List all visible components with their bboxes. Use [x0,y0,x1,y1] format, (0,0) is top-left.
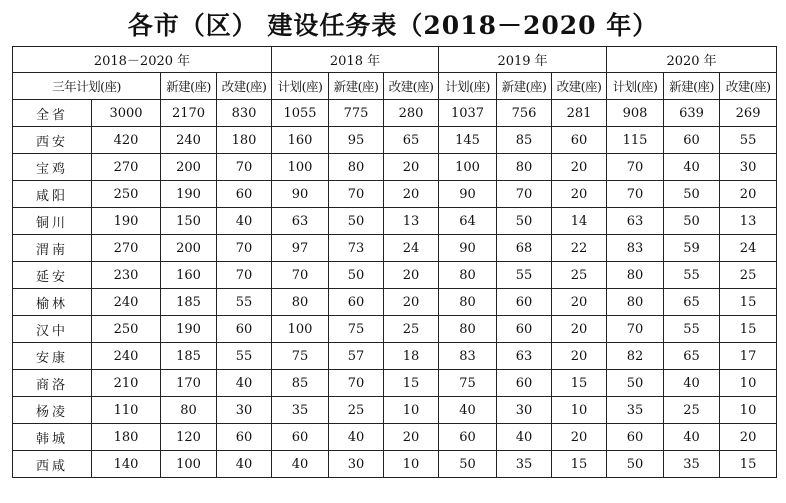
value-cell: 63 [272,208,329,235]
value-cell: 55 [217,343,272,370]
value-cell: 2170 [161,100,217,127]
table-row [13,235,777,262]
value-cell: 150 [161,208,217,235]
value-cell: 190 [92,208,161,235]
value-cell: 20 [552,316,607,343]
value-cell: 25 [664,397,720,424]
value-cell: 70 [607,316,664,343]
value-cell: 83 [607,235,664,262]
value-cell: 80 [161,397,217,424]
value-cell: 24 [384,235,439,262]
value-cell: 60 [329,289,384,316]
region-name-cell: 汉中 [13,316,92,343]
value-cell: 85 [497,127,552,154]
region-name-cell: 全省 [13,100,92,127]
value-cell: 55 [497,262,552,289]
value-cell: 80 [497,154,552,181]
table-row [13,154,777,181]
value-cell: 50 [664,181,720,208]
value-cell: 80 [607,262,664,289]
value-cell: 15 [720,451,777,478]
value-cell: 1055 [272,100,329,127]
value-cell: 3000 [92,100,161,127]
value-cell: 250 [92,316,161,343]
region-name-cell: 安康 [13,343,92,370]
region-name-cell: 延安 [13,262,92,289]
table-row [13,370,777,397]
value-cell: 97 [272,235,329,262]
value-cell: 20 [384,154,439,181]
value-cell: 13 [384,208,439,235]
table-row [13,397,777,424]
value-cell: 10 [552,397,607,424]
value-cell: 15 [720,289,777,316]
group-header-2019: 2019 年 [439,47,607,73]
value-cell: 20 [384,181,439,208]
value-cell: 20 [552,289,607,316]
value-cell: 40 [497,424,552,451]
value-cell: 20 [552,181,607,208]
value-cell: 190 [161,316,217,343]
value-cell: 60 [664,127,720,154]
value-cell: 40 [272,451,329,478]
value-cell: 80 [439,289,497,316]
value-cell: 64 [439,208,497,235]
value-cell: 50 [664,208,720,235]
value-cell: 185 [161,343,217,370]
value-cell: 240 [92,289,161,316]
value-cell: 70 [607,181,664,208]
region-name-cell: 宝鸡 [13,154,92,181]
value-cell: 100 [272,154,329,181]
col-header-rebuild: 改建(座) [552,73,607,100]
table-row [13,424,777,451]
value-cell: 20 [720,181,777,208]
value-cell: 115 [607,127,664,154]
value-cell: 180 [217,127,272,154]
region-name-cell: 榆林 [13,289,92,316]
table-row [13,289,777,316]
value-cell: 280 [384,100,439,127]
value-cell: 20 [720,424,777,451]
table-row [13,262,777,289]
region-name-cell: 西安 [13,127,92,154]
value-cell: 75 [439,370,497,397]
value-cell: 55 [720,127,777,154]
value-cell: 160 [272,127,329,154]
value-cell: 55 [217,289,272,316]
value-cell: 10 [384,397,439,424]
value-cell: 14 [552,208,607,235]
value-cell: 83 [439,343,497,370]
col-header-new: 新建(座) [497,73,552,100]
value-cell: 639 [664,100,720,127]
value-cell: 50 [607,370,664,397]
value-cell: 15 [552,370,607,397]
col-header-rebuild: 改建(座) [384,73,439,100]
value-cell: 35 [607,397,664,424]
value-cell: 80 [329,154,384,181]
value-cell: 20 [552,424,607,451]
value-cell: 30 [720,154,777,181]
region-name-cell: 杨凌 [13,397,92,424]
value-cell: 110 [92,397,161,424]
value-cell: 100 [161,451,217,478]
value-cell: 90 [272,181,329,208]
value-cell: 160 [161,262,217,289]
value-cell: 60 [217,424,272,451]
value-cell: 70 [217,235,272,262]
group-header-2018: 2018 年 [272,47,439,73]
col-header-plan: 计划(座) [439,73,497,100]
value-cell: 57 [329,343,384,370]
value-cell: 775 [329,100,384,127]
value-cell: 281 [552,100,607,127]
region-name-cell: 韩城 [13,424,92,451]
value-cell: 55 [664,262,720,289]
value-cell: 59 [664,235,720,262]
value-cell: 60 [217,181,272,208]
value-cell: 75 [272,343,329,370]
value-cell: 65 [384,127,439,154]
value-cell: 95 [329,127,384,154]
value-cell: 55 [664,316,720,343]
value-cell: 50 [439,451,497,478]
col-header-new: 新建(座) [161,73,217,100]
value-cell: 1037 [439,100,497,127]
value-cell: 20 [384,262,439,289]
value-cell: 70 [217,262,272,289]
col-header-new: 新建(座) [664,73,720,100]
value-cell: 13 [720,208,777,235]
value-cell: 80 [439,316,497,343]
value-cell: 30 [329,451,384,478]
value-cell: 82 [607,343,664,370]
value-cell: 170 [161,370,217,397]
value-cell: 70 [272,262,329,289]
value-cell: 185 [161,289,217,316]
table-row [13,343,777,370]
table-row [13,208,777,235]
value-cell: 120 [161,424,217,451]
table-row [13,127,777,154]
value-cell: 60 [497,316,552,343]
value-cell: 210 [92,370,161,397]
value-cell: 60 [272,424,329,451]
region-name-cell: 铜川 [13,208,92,235]
value-cell: 908 [607,100,664,127]
value-cell: 270 [92,235,161,262]
region-name-cell: 西咸 [13,451,92,478]
value-cell: 35 [497,451,552,478]
value-cell: 30 [217,397,272,424]
region-name-cell: 商洛 [13,370,92,397]
value-cell: 830 [217,100,272,127]
value-cell: 60 [439,424,497,451]
value-cell: 100 [439,154,497,181]
value-cell: 15 [552,451,607,478]
value-cell: 40 [329,424,384,451]
group-header-2020: 2020 年 [607,47,777,73]
value-cell: 70 [497,181,552,208]
value-cell: 80 [439,262,497,289]
value-cell: 20 [552,343,607,370]
value-cell: 230 [92,262,161,289]
value-cell: 10 [720,397,777,424]
value-cell: 269 [720,100,777,127]
value-cell: 40 [664,424,720,451]
task-table [12,46,777,478]
value-cell: 40 [217,370,272,397]
value-cell: 240 [92,343,161,370]
value-cell: 30 [497,397,552,424]
value-cell: 40 [439,397,497,424]
table-row [13,451,777,478]
value-cell: 80 [272,289,329,316]
value-cell: 200 [161,154,217,181]
value-cell: 70 [329,370,384,397]
value-cell: 70 [329,181,384,208]
value-cell: 17 [720,343,777,370]
value-cell: 73 [329,235,384,262]
value-cell: 35 [664,451,720,478]
value-cell: 25 [384,316,439,343]
value-cell: 70 [217,154,272,181]
value-cell: 50 [607,451,664,478]
table-row [13,181,777,208]
value-cell: 24 [720,235,777,262]
value-cell: 25 [720,262,777,289]
value-cell: 270 [92,154,161,181]
value-cell: 50 [497,208,552,235]
col-header-rebuild: 改建(座) [720,73,777,100]
value-cell: 20 [552,154,607,181]
col-header-rebuild: 改建(座) [217,73,272,100]
value-cell: 50 [329,262,384,289]
value-cell: 140 [92,451,161,478]
value-cell: 20 [384,424,439,451]
value-cell: 40 [217,208,272,235]
value-cell: 63 [607,208,664,235]
value-cell: 65 [664,343,720,370]
value-cell: 40 [664,370,720,397]
value-cell: 145 [439,127,497,154]
value-cell: 240 [161,127,217,154]
value-cell: 90 [439,181,497,208]
value-cell: 180 [92,424,161,451]
value-cell: 35 [272,397,329,424]
value-cell: 10 [384,451,439,478]
value-cell: 420 [92,127,161,154]
value-cell: 60 [497,370,552,397]
value-cell: 190 [161,181,217,208]
value-cell: 15 [720,316,777,343]
value-cell: 60 [217,316,272,343]
sub-header-row [13,73,777,100]
value-cell: 90 [439,235,497,262]
value-cell: 68 [497,235,552,262]
value-cell: 756 [497,100,552,127]
value-cell: 15 [384,370,439,397]
value-cell: 10 [720,370,777,397]
group-header-2018-2020: 2018－2020 年 [13,47,272,73]
value-cell: 25 [552,262,607,289]
value-cell: 40 [664,154,720,181]
group-header-row [13,47,777,73]
value-cell: 65 [664,289,720,316]
value-cell: 85 [272,370,329,397]
region-name-cell: 咸阳 [13,181,92,208]
col-header-new: 新建(座) [329,73,384,100]
col-header-plan: 计划(座) [272,73,329,100]
value-cell: 200 [161,235,217,262]
value-cell: 22 [552,235,607,262]
table-row [13,316,777,343]
value-cell: 60 [497,289,552,316]
value-cell: 250 [92,181,161,208]
value-cell: 50 [329,208,384,235]
col-header-plan: 计划(座) [607,73,664,100]
value-cell: 60 [552,127,607,154]
value-cell: 40 [217,451,272,478]
region-name-cell: 渭南 [13,235,92,262]
value-cell: 18 [384,343,439,370]
table-row [13,100,777,127]
value-cell: 63 [497,343,552,370]
value-cell: 25 [329,397,384,424]
col-header-three-year-plan: 三年计划(座) [13,73,161,100]
value-cell: 80 [607,289,664,316]
page-title: 各市（区） 建设任务表（2018－2020 年） [127,11,659,40]
value-cell: 70 [607,154,664,181]
value-cell: 75 [329,316,384,343]
value-cell: 100 [272,316,329,343]
value-cell: 20 [384,289,439,316]
value-cell: 60 [607,424,664,451]
